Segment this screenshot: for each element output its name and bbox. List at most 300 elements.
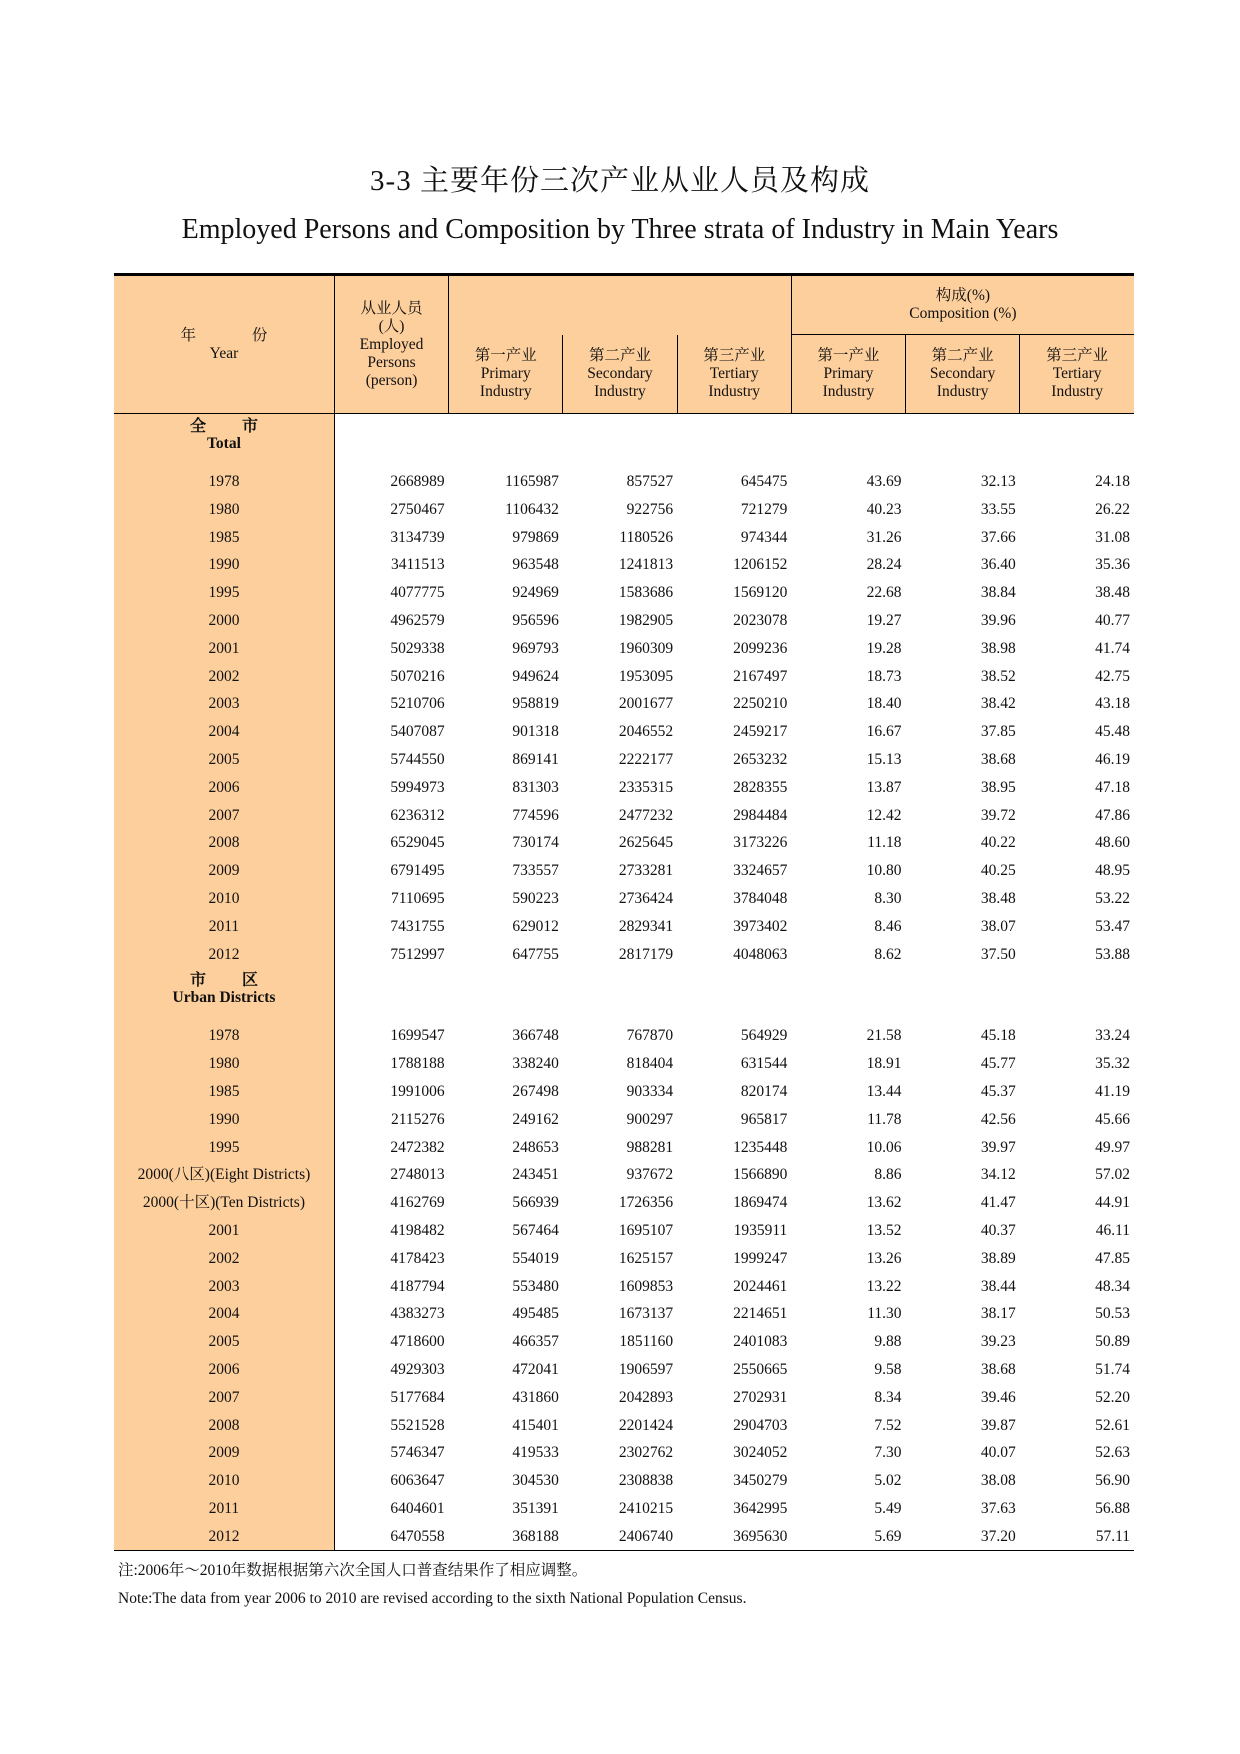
year-cell: 1985 (114, 1078, 334, 1106)
table-row (114, 663, 1134, 691)
value-cell: 15.13 (866, 750, 902, 768)
value-cell: 10.06 (866, 1138, 902, 1156)
value-cell: 42.75 (1095, 667, 1130, 685)
value-cell: 1609853 (618, 1277, 674, 1295)
value-cell: 267498 (512, 1082, 559, 1100)
year-cell: 1990 (114, 1106, 334, 1134)
value-cell: 2817179 (618, 945, 674, 963)
table-row (114, 857, 1134, 885)
value-cell: 2733281 (618, 862, 674, 880)
value-cell: 38.84 (980, 584, 1016, 602)
gap-cell (334, 1010, 1134, 1022)
value-cell: 1999247 (733, 1249, 788, 1267)
table-row (114, 718, 1134, 746)
section-label (114, 414, 334, 457)
value-cell: 37.85 (980, 723, 1016, 741)
primary-composition-header: 第一产业 Primary Industry (791, 335, 905, 414)
value-cell: 922756 (626, 500, 674, 518)
value-cell: 1788188 (390, 1055, 445, 1073)
value-cell: 5.49 (874, 1499, 902, 1517)
value-cell: 4718600 (390, 1333, 445, 1351)
value-cell: 730174 (512, 834, 559, 852)
year-cell: 2011 (114, 1495, 334, 1523)
value-cell: 2625645 (618, 834, 674, 852)
employed-column-header: 从业人员 (人) Employed Persons (person) (334, 275, 448, 414)
value-cell: 49.97 (1095, 1138, 1130, 1156)
gap-cell (114, 456, 334, 468)
value-cell: 5407087 (390, 723, 445, 741)
value-cell: 2406740 (563, 1523, 677, 1551)
year-cell: 2006 (114, 774, 334, 802)
value-cell: 564929 (740, 1027, 788, 1045)
value-cell: 1206152 (733, 556, 788, 574)
section-label-cn: 全市 (189, 418, 294, 435)
table-row (114, 1217, 1134, 1245)
value-cell: 11.78 (867, 1110, 902, 1128)
value-cell: 566939 (512, 1194, 559, 1212)
value-cell: 5070216 (390, 667, 445, 685)
year-cell: 2003 (114, 690, 334, 718)
table-row (114, 1245, 1134, 1273)
value-cell: 2046552 (618, 723, 674, 741)
value-cell: 1960309 (618, 639, 674, 657)
value-cell: 40.23 (866, 500, 902, 518)
value-cell: 16.67 (866, 723, 902, 741)
value-cell: 26.22 (1095, 500, 1130, 518)
value-cell: 48.60 (1095, 834, 1130, 852)
year-cell: 2010 (114, 885, 334, 913)
year-cell: 2004 (114, 718, 334, 746)
value-cell: 5.69 (791, 1523, 905, 1551)
value-cell: 40.22 (980, 834, 1016, 852)
value-cell: 38.42 (980, 695, 1016, 713)
value-cell: 2214651 (733, 1305, 788, 1323)
value-cell: 50.53 (1095, 1305, 1130, 1323)
value-cell: 1695107 (618, 1221, 674, 1239)
section-gap-row (114, 456, 1134, 468)
value-cell: 51.74 (1095, 1360, 1130, 1378)
value-cell: 13.22 (866, 1277, 902, 1295)
value-cell: 2904703 (733, 1416, 788, 1434)
value-cell: 6529045 (390, 834, 445, 852)
table-row (114, 941, 1134, 969)
value-cell: 351391 (512, 1499, 559, 1517)
value-cell: 1726356 (618, 1194, 674, 1212)
value-cell: 9.88 (874, 1333, 902, 1351)
value-cell: 3411513 (390, 556, 445, 574)
value-cell: 1699547 (390, 1027, 445, 1045)
table-row (114, 690, 1134, 718)
value-cell: 5177684 (390, 1388, 445, 1406)
value-cell: 41.19 (1095, 1082, 1130, 1100)
value-cell: 39.96 (980, 611, 1016, 629)
value-cell: 3973402 (733, 917, 788, 935)
table-body (114, 414, 1134, 1551)
table-row (114, 1412, 1134, 1440)
value-cell: 13.44 (866, 1082, 902, 1100)
year-cell: 2011 (114, 913, 334, 941)
table-row (114, 1467, 1134, 1495)
year-cell: 1990 (114, 551, 334, 579)
table-row (114, 607, 1134, 635)
value-cell: 13.26 (866, 1249, 902, 1267)
value-cell: 37.66 (980, 528, 1016, 546)
year-column-header: 年 份 Year (114, 275, 334, 414)
year-cell: 2004 (114, 1300, 334, 1328)
tertiary-composition-header: 第三产业 Tertiary Industry (1020, 335, 1134, 414)
section-label (114, 968, 334, 1010)
value-cell: 2042893 (618, 1388, 674, 1406)
table-row (114, 1273, 1134, 1301)
value-cell: 13.87 (866, 778, 902, 796)
value-cell: 3450279 (733, 1472, 788, 1490)
footnote-cn: 注:2006年～2010年数据根据第六次全国人口普查结果作了相应调整。 (118, 1562, 588, 1579)
year-cell: 2010 (114, 1467, 334, 1495)
value-cell: 1566890 (733, 1166, 788, 1184)
value-cell: 56.90 (1095, 1472, 1130, 1490)
value-cell: 2653232 (733, 750, 788, 768)
footnote-en: Note:The data from year 2006 to 2010 are revised according to the sixth National Population Census. (118, 1590, 747, 1607)
value-cell: 53.47 (1095, 917, 1130, 935)
value-cell: 831303 (512, 778, 559, 796)
value-cell: 10.80 (866, 862, 902, 880)
employment-table (114, 273, 1134, 1551)
value-cell: 3324657 (733, 862, 788, 880)
gap-cell (334, 456, 1134, 468)
value-cell: 34.12 (980, 1166, 1016, 1184)
value-cell: 3134739 (390, 528, 445, 546)
value-cell: 39.72 (980, 806, 1016, 824)
table-row (114, 746, 1134, 774)
value-cell: 956596 (512, 611, 559, 629)
value-cell: 53.22 (1095, 889, 1130, 907)
value-cell: 988281 (626, 1138, 674, 1156)
value-cell: 45.37 (980, 1082, 1016, 1100)
gap-cell (114, 1010, 334, 1022)
value-cell: 368188 (449, 1523, 563, 1551)
table-row (114, 1384, 1134, 1412)
value-cell: 869141 (512, 750, 559, 768)
value-cell: 33.55 (980, 500, 1016, 518)
value-cell: 590223 (512, 889, 559, 907)
value-cell: 11.30 (867, 1305, 902, 1323)
year-cell: 1978 (114, 468, 334, 496)
value-cell: 3173226 (733, 834, 788, 852)
value-cell: 924969 (512, 584, 559, 602)
table-row (114, 1022, 1134, 1050)
year-cell: 1985 (114, 524, 334, 552)
value-cell: 419533 (512, 1444, 559, 1462)
table-row (114, 802, 1134, 830)
secondary-industry-header: 第二产业 Secondary Industry (563, 335, 677, 414)
table-row (114, 1495, 1134, 1523)
data-table-container (114, 273, 1134, 1551)
value-cell: 2024461 (733, 1277, 788, 1295)
value-cell: 48.95 (1095, 862, 1130, 880)
value-cell: 7.30 (874, 1444, 902, 1462)
table-row (114, 524, 1134, 552)
value-cell: 1935911 (733, 1221, 788, 1239)
year-cell: 2002 (114, 1245, 334, 1273)
value-cell: 767870 (626, 1027, 674, 1045)
value-cell: 4162769 (390, 1194, 445, 1212)
value-cell: 45.77 (980, 1055, 1016, 1073)
value-cell: 36.40 (980, 556, 1016, 574)
section-label-en: Urban Districts (172, 989, 276, 1007)
value-cell: 2828355 (733, 778, 788, 796)
value-cell: 5029338 (390, 639, 445, 657)
value-cell: 7.52 (874, 1416, 902, 1434)
section-spacer (334, 414, 1134, 457)
table-row (114, 885, 1134, 913)
value-cell: 1106432 (505, 500, 559, 518)
value-cell: 249162 (512, 1110, 559, 1128)
value-cell: 47.86 (1095, 806, 1130, 824)
value-cell: 37.20 (906, 1523, 1020, 1551)
value-cell: 39.87 (980, 1416, 1016, 1434)
value-cell: 2472382 (390, 1138, 445, 1156)
year-cell: 1978 (114, 1022, 334, 1050)
value-cell: 18.40 (866, 695, 902, 713)
primary-industry-header: 第一产业 Primary Industry (449, 335, 563, 414)
value-cell: 43.69 (866, 473, 902, 490)
table-row (114, 1523, 1134, 1551)
value-cell: 1241813 (618, 556, 674, 574)
year-cell: 2008 (114, 1412, 334, 1440)
value-cell: 2736424 (618, 889, 674, 907)
value-cell: 38.08 (980, 1472, 1016, 1490)
value-cell: 4383273 (390, 1305, 445, 1323)
table-row (114, 913, 1134, 941)
value-cell: 774596 (512, 806, 559, 824)
composition-header: 构成(%) Composition (%) (791, 275, 1134, 335)
value-cell: 19.27 (866, 611, 902, 629)
value-cell: 2115276 (390, 1110, 445, 1128)
value-cell: 645475 (740, 473, 788, 490)
value-cell: 963548 (512, 556, 559, 574)
value-cell: 46.19 (1095, 750, 1130, 768)
year-cell: 2000(八区)(Eight Districts) (114, 1161, 334, 1189)
value-cell: 8.34 (874, 1388, 902, 1406)
value-cell: 1165987 (505, 473, 559, 490)
value-cell: 304530 (512, 1472, 559, 1490)
value-cell: 2167497 (733, 667, 788, 685)
value-cell: 31.26 (866, 528, 902, 546)
section-header-row (114, 968, 1134, 1010)
value-cell: 39.23 (980, 1333, 1016, 1351)
value-cell: 1625157 (618, 1249, 674, 1267)
secondary-composition-header: 第二产业 Secondary Industry (906, 335, 1020, 414)
value-cell: 974344 (740, 528, 788, 546)
value-cell: 1991006 (390, 1082, 445, 1100)
value-cell: 900297 (626, 1110, 674, 1128)
table-row (114, 1356, 1134, 1384)
value-cell: 2335315 (618, 778, 674, 796)
value-cell: 8.30 (874, 889, 902, 907)
value-cell: 57.11 (1020, 1523, 1134, 1551)
value-cell: 472041 (512, 1360, 559, 1378)
year-cell: 2009 (114, 857, 334, 885)
value-cell: 40.37 (980, 1221, 1016, 1239)
value-cell: 733557 (512, 862, 559, 880)
value-cell: 2001677 (618, 695, 674, 713)
value-cell: 39.46 (980, 1388, 1016, 1406)
value-cell: 38.89 (980, 1249, 1016, 1267)
value-cell: 2222177 (618, 750, 674, 768)
section-spacer (334, 968, 1134, 1010)
value-cell: 38.52 (980, 667, 1016, 685)
value-cell: 2984484 (733, 806, 788, 824)
value-cell: 248653 (512, 1138, 559, 1156)
value-cell: 903334 (626, 1082, 674, 1100)
value-cell: 5746347 (390, 1444, 445, 1462)
value-cell: 50.89 (1095, 1333, 1130, 1351)
value-cell: 8.86 (874, 1166, 902, 1184)
value-cell: 818404 (626, 1055, 674, 1073)
value-cell: 8.62 (874, 945, 902, 963)
value-cell: 1982905 (618, 611, 674, 629)
value-cell: 45.48 (1095, 723, 1130, 741)
table-row (114, 579, 1134, 607)
value-cell: 38.98 (980, 639, 1016, 657)
value-cell: 47.85 (1095, 1249, 1130, 1267)
table-row (114, 1161, 1134, 1189)
table-row (114, 496, 1134, 524)
value-cell: 4077775 (390, 584, 445, 602)
value-cell: 466357 (512, 1333, 559, 1351)
value-cell: 2668989 (390, 473, 445, 490)
value-cell: 6404601 (390, 1499, 445, 1517)
value-cell: 1851160 (619, 1333, 674, 1351)
year-cell: 1980 (114, 496, 334, 524)
value-cell: 567464 (512, 1221, 559, 1239)
year-cell: 2001 (114, 1217, 334, 1245)
value-cell: 19.28 (866, 639, 902, 657)
value-cell: 338240 (512, 1055, 559, 1073)
value-cell: 979869 (512, 528, 559, 546)
value-cell: 28.24 (866, 556, 902, 574)
value-cell: 43.18 (1095, 695, 1130, 713)
year-cell: 2001 (114, 635, 334, 663)
value-cell: 32.13 (980, 473, 1016, 490)
value-cell: 937672 (626, 1166, 674, 1184)
value-cell: 11.18 (867, 834, 902, 852)
value-cell: 38.44 (980, 1277, 1016, 1295)
value-cell: 3024052 (733, 1444, 788, 1462)
value-cell: 3695630 (677, 1523, 791, 1551)
value-cell: 4187794 (390, 1277, 445, 1295)
value-cell: 5.02 (874, 1472, 902, 1490)
value-cell: 53.88 (1095, 945, 1130, 963)
value-cell: 21.58 (866, 1027, 902, 1045)
value-cell: 3642995 (733, 1499, 788, 1517)
value-cell: 2702931 (733, 1388, 788, 1406)
value-cell: 45.18 (980, 1027, 1016, 1045)
value-cell: 52.20 (1095, 1388, 1130, 1406)
value-cell: 6236312 (390, 806, 445, 824)
value-cell: 41.47 (980, 1194, 1016, 1212)
value-cell: 6791495 (390, 862, 445, 880)
value-cell: 1583686 (618, 584, 674, 602)
value-cell: 4929303 (390, 1360, 445, 1378)
value-cell: 38.95 (980, 778, 1016, 796)
table-row (114, 1134, 1134, 1162)
value-cell: 38.48 (1095, 584, 1130, 602)
value-cell: 48.34 (1095, 1277, 1130, 1295)
value-cell: 2750467 (390, 500, 445, 518)
value-cell: 4198482 (390, 1221, 445, 1239)
value-cell: 2201424 (618, 1416, 674, 1434)
value-cell: 18.91 (866, 1055, 902, 1073)
section-header-row (114, 414, 1134, 457)
value-cell: 2099236 (733, 639, 788, 657)
value-cell: 5994973 (390, 778, 445, 796)
year-cell: 2012 (114, 1523, 334, 1551)
table-row (114, 1106, 1134, 1134)
value-cell: 31.08 (1095, 528, 1130, 546)
value-cell: 38.17 (980, 1305, 1016, 1323)
section-label-cn: 市区 (189, 972, 294, 990)
value-cell: 2250210 (733, 695, 788, 713)
value-cell: 647755 (512, 945, 559, 963)
year-cell: 1980 (114, 1050, 334, 1078)
value-cell: 2401083 (733, 1333, 788, 1351)
year-cell: 2003 (114, 1273, 334, 1301)
table-row (114, 1439, 1134, 1467)
value-cell: 39.97 (980, 1138, 1016, 1156)
value-cell: 431860 (512, 1388, 559, 1406)
value-cell: 5744550 (390, 750, 445, 768)
value-cell: 52.63 (1095, 1444, 1130, 1462)
value-cell: 958819 (512, 695, 559, 713)
value-cell: 366748 (512, 1027, 559, 1045)
value-cell: 38.68 (980, 750, 1016, 768)
value-cell: 52.61 (1095, 1416, 1130, 1434)
value-cell: 4048063 (733, 945, 788, 963)
value-cell: 901318 (512, 723, 559, 741)
value-cell: 40.77 (1095, 611, 1130, 629)
value-cell: 46.11 (1095, 1221, 1130, 1239)
year-cell: 2002 (114, 663, 334, 691)
section-gap-row (114, 1010, 1134, 1022)
value-cell: 1569120 (733, 584, 788, 602)
table-row (114, 1300, 1134, 1328)
value-cell: 965817 (740, 1110, 788, 1128)
table-row (114, 774, 1134, 802)
value-cell: 2477232 (618, 806, 674, 824)
table-row (114, 635, 1134, 663)
value-cell: 24.18 (1095, 473, 1130, 490)
year-cell: 2005 (114, 746, 334, 774)
value-cell: 2410215 (618, 1499, 674, 1517)
value-cell: 2459217 (733, 723, 788, 741)
year-cell: 2007 (114, 1384, 334, 1412)
value-cell: 553480 (512, 1277, 559, 1295)
value-cell: 243451 (512, 1166, 559, 1184)
value-cell: 9.58 (874, 1360, 902, 1378)
page-title-cn: 3-3 主要年份三次产业从业人员及构成 (370, 165, 870, 197)
table-row (114, 1189, 1134, 1217)
table-row (114, 468, 1134, 496)
year-cell: 2005 (114, 1328, 334, 1356)
table-row (114, 829, 1134, 857)
value-cell: 42.56 (980, 1110, 1016, 1128)
tertiary-industry-header: 第三产业 Tertiary Industry (677, 335, 791, 414)
value-cell: 5210706 (390, 695, 445, 713)
year-cell: 1995 (114, 579, 334, 607)
value-cell: 631544 (740, 1055, 788, 1073)
value-cell: 38.07 (980, 917, 1016, 935)
